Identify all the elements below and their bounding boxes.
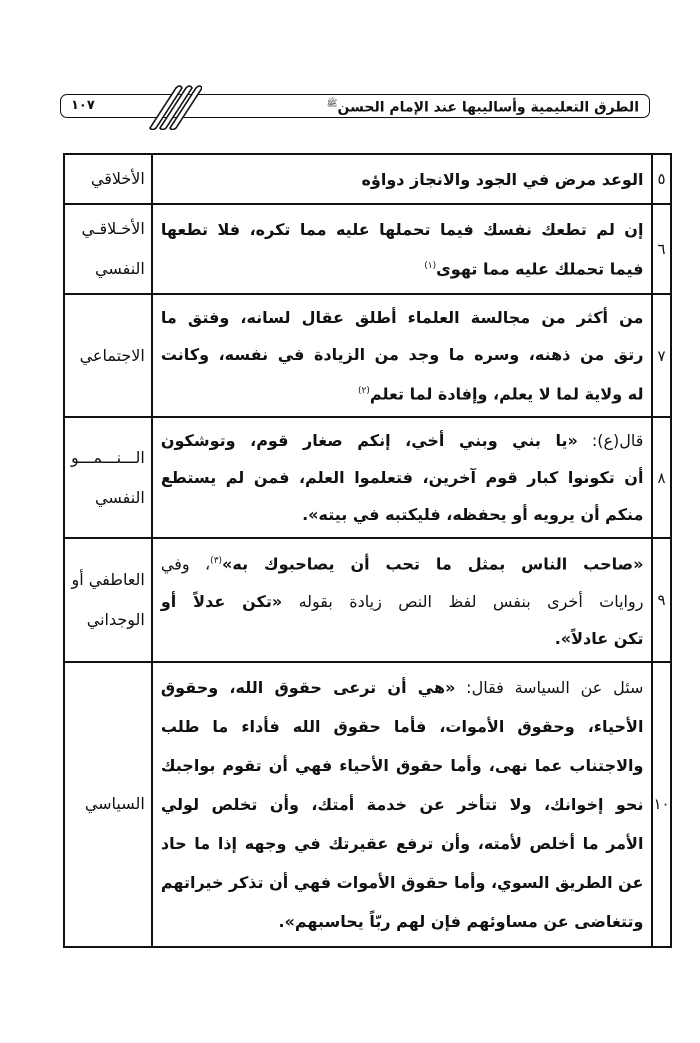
saying-text <box>152 154 653 204</box>
text-segment: «تكن عدلاً أو <box>160 591 283 611</box>
table-row <box>64 204 671 294</box>
running-title <box>327 97 639 116</box>
footnote-marker: (١) <box>424 260 437 271</box>
footnote-marker: (٣) <box>210 556 223 567</box>
text-segment: عن الطريق السوي، وأما حقوق الأموات فهي أن تذكر خيراتهم <box>160 872 644 892</box>
text-line <box>161 746 644 785</box>
category-label: الوجداني <box>86 609 145 629</box>
text-segment: الوعد مرض في الجود والانجاز دواؤه <box>361 169 644 189</box>
text-segment: ، وفي <box>160 554 211 574</box>
text-segment: تكن عادلاً». <box>554 628 644 648</box>
text-line <box>161 785 644 824</box>
text-segment: سئل عن السياسة فقال: <box>455 677 644 697</box>
text-line <box>161 496 644 533</box>
text-line <box>161 161 644 198</box>
text-line <box>161 543 644 582</box>
decorative-slashes-icon <box>142 84 202 130</box>
category-cell <box>64 204 152 294</box>
saying-text <box>152 662 653 947</box>
table-row <box>64 662 671 947</box>
category-label: الـــنـــمـــو <box>71 447 145 467</box>
row-number: ٧ <box>652 294 670 417</box>
text-segment: وتتغاضى عن مساوئهم فإن لهم ربّاً يحاسبهم». <box>278 911 644 931</box>
category-label: النفسي <box>95 259 145 278</box>
category-cell <box>64 154 152 204</box>
text-segment: «يا بني وبني أخي، إنكم صغار قوم، وتوشكون <box>160 431 578 451</box>
text-line <box>161 459 644 496</box>
text-line <box>161 299 644 336</box>
text-segment: الأحياء، وحقوق الأموات، فأما حقوق الله فأداء ما طلب <box>160 716 644 736</box>
text-segment: الأمر ما أخلص لأمته، وأن ترفع عقيرتك في وجهه إذا ما حاد <box>160 833 644 853</box>
saying-text <box>152 204 653 294</box>
text-segment: له ولاية لما لا يعلم، وإفادة لما تعلم <box>369 384 644 404</box>
table-row <box>64 294 671 417</box>
text-line <box>161 902 644 941</box>
text-line <box>161 707 644 746</box>
saying-text <box>152 538 653 661</box>
category-label: العاطفي أو <box>71 569 145 589</box>
text-segment: رتق من ذهنه، وسره ما وجد من الزيادة في نفسه، وكانت <box>160 345 644 364</box>
category-cell <box>64 294 152 417</box>
text-line <box>161 583 644 620</box>
text-line <box>161 373 644 412</box>
text-line <box>161 336 644 373</box>
table-row <box>64 154 671 204</box>
category-cell <box>64 538 152 661</box>
text-line <box>161 248 644 287</box>
text-segment: «هي أن ترعى حقوق الله، وحقوق <box>160 677 456 697</box>
table-row <box>64 417 671 538</box>
page-number: ١٠٧ <box>71 98 95 113</box>
text-segment: منكم أن يرويه أو يحفظه، فليكتبه في بيته». <box>302 505 644 525</box>
row-number: ٩ <box>652 538 670 661</box>
text-segment: إن لم تطعك نفسك فيما تحملها عليه مما تكره، فلا تطعها <box>160 219 644 239</box>
category-cell <box>64 417 152 538</box>
text-line <box>161 863 644 902</box>
text-segment: نحو إخوانك، ولا تتأخر عن خدمة أمتك، وأن تخلص لولي <box>160 794 644 814</box>
category-label: الاجتماعي <box>79 345 145 365</box>
category-cell <box>64 662 152 947</box>
footnote-marker: (٢) <box>358 386 370 396</box>
row-number: ٨ <box>652 417 670 538</box>
saying-text <box>152 294 653 417</box>
category-label: السياسي <box>84 794 145 814</box>
table-row <box>64 538 671 661</box>
text-line <box>161 824 644 863</box>
content-table <box>63 153 672 948</box>
category-label: النفسي <box>95 487 145 507</box>
text-segment: قال(ع): <box>577 431 644 451</box>
title-text: الطرق التعليمية وأساليبها عند الإمام الحسن <box>337 99 639 116</box>
row-number: ١٠ <box>652 662 670 947</box>
text-line <box>161 668 644 707</box>
category-label: الأخـلاقـي <box>81 219 145 238</box>
text-segment: من أكثر من مجالسة العلماء أطلق عقال لسانه، وفتق ما <box>160 308 644 327</box>
category-label: الأخلاقي <box>90 169 145 188</box>
text-segment: روايات أخرى بنفس لفظ النص زيادة بقوله <box>282 591 644 611</box>
text-line <box>161 211 644 248</box>
text-line <box>161 422 644 459</box>
text-segment: فيما تحملك عليه مما تهوى <box>436 259 644 279</box>
honorific-mark: ﷺ <box>326 99 338 109</box>
text-segment: أن تكونوا كبار قوم آخرين، فتعلموا العلم، فمن لم يستطع <box>160 468 644 488</box>
text-segment: والاجتناب عما نهى، وأما حقوق الأحياء فهي أن تقوم بواجبك <box>160 755 644 775</box>
text-line <box>161 620 644 657</box>
text-segment: «صاحب الناس بمثل ما تحب أن يصاحبوك به» <box>222 554 644 574</box>
saying-text <box>152 417 653 538</box>
row-number: ٥ <box>652 154 670 204</box>
row-number: ٦ <box>652 204 670 294</box>
